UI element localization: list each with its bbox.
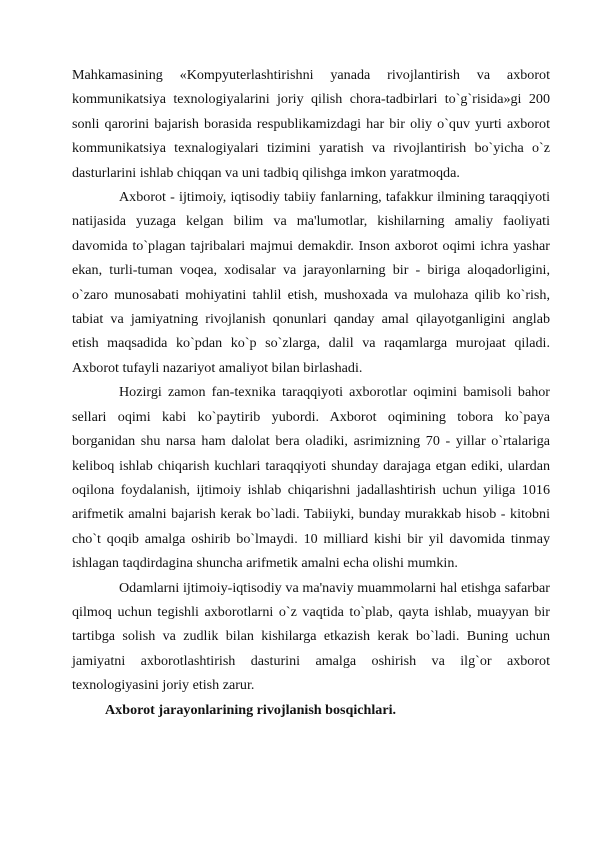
section-heading: Axborot jarayonlarining rivojlanish bosqichlari. [105,701,397,718]
paragraph-continuation: Mahkamasining «Kompyuterlashtirishni yanada rivojlantirish va axborot kommunikatsiya texnologiyalarini joriy qilish chora-tadbirlari to`g`risida»gi 200 sonli qarorini bajarish borasida respublikamizdagi har bir oliy o`quv yurti axborot kommunikatsiya texnalogiyalari tizimini yaratish va rivojlantirish bo`yicha o`z dasturlarini ishlab chiqqan va uni tadbiq qilishga imkon yaratmoqda. [72,67,550,181]
paragraph-social-problems: Odamlarni ijtimoiy-iqtisodiy va ma'naviy muammolarni hal etishga safarbar qilmoq uchun tegishli axborotlarni o`z vaqtida to`plab, qayta ishlab, muayyan bir tartibga solish va zudlik bilan kishilarga etkazish kerak bo`ladi. Buning uchun jamiyatni axborotlashtirish dasturini amalga oshirish va ilg`or axborot texnologiyasini joriy etish zarur. [72,579,550,694]
document-body [72,63,550,722]
paragraph-modern-science: Hozirgi zamon fan-texnika taraqqiyoti axborotlar oqimini bamisoli bahor sellari oqimi kabi ko`paytirib yubordi. Axborot oqimining tobora ko`paya borganidan shu narsa ham dalolat bera oladiki, asrimizning 70 - yillar o`rtalariga keliboq ishlab chiqarish kuchlari taraqqiyoti shunday darajaga etgan ediki, ulardan oqilona foydalanish, ijtimoiy ishlab chiqarishni jadallashtirish uchun yiliga 1016 arifmetik amalni bajarish kerak bo`ladi. Tabiiyki, bunday murakkab hisob - kitobni cho`t qoqib amalga oshirib bo`lmaydi. 10 milliard kishi bir yil davomida tinmay ishlagan taqdirdagina shuncha arifmetik amalni echa olishi mumkin. [72,384,550,572]
paragraph-axborot-definition: Axborot - ijtimoiy, iqtisodiy tabiiy fanlarning, tafakkur ilmining taraqqiyoti natijasida yuzaga kelgan bilim va ma'lumotlar, kishilarning amaliy faoliyati davomida to`plagan tajribalari majmui demakdir. Inson axborot oqimi ichra yashar ekan, turli-tuman voqea, xodisalar va jarayonlarning bir - biriga aloqadorligini, o`zaro munosabati mohiyatini tahlil etish, mushoxada va mulohaza qilib ko`rish, tabiat va jamiyatning rivojlanish qonunlari qanday amal qilayotganligini anglab etish maqsadida ko`pdan ko`p so`zlarga, dalil va raqamlarga murojaat qiladi. Axborot tufayli nazariyot amaliyot bilan birlashadi. [72,189,550,376]
